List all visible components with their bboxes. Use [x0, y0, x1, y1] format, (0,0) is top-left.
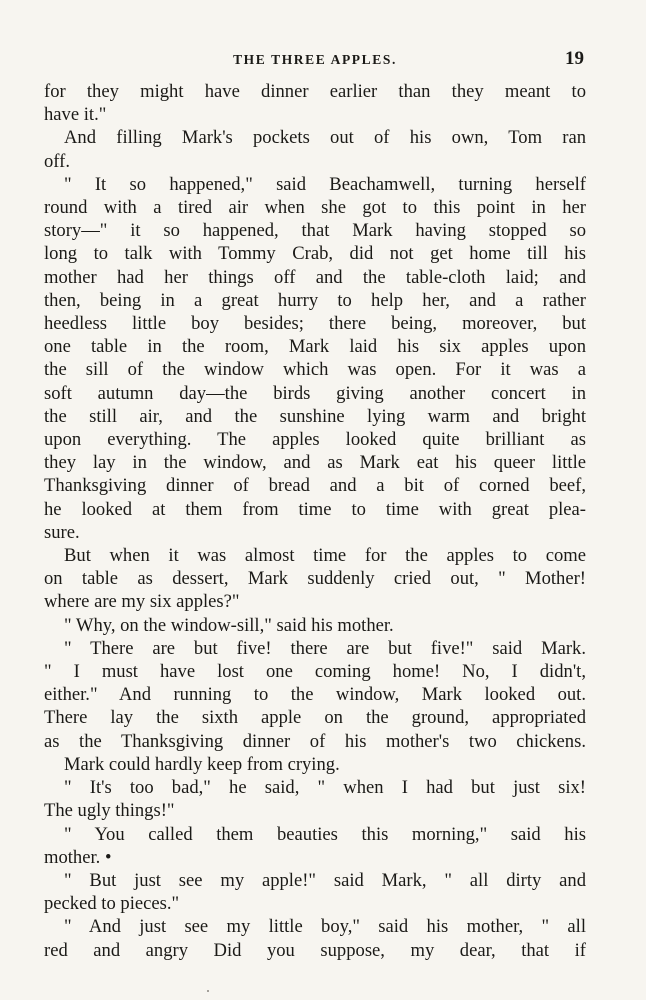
- text-line: Mark could hardly keep from crying.: [64, 753, 340, 775]
- text-line: pecked to pieces.": [44, 893, 180, 915]
- text-line: " But just see my apple!" said Mark, " all dirty and: [64, 869, 586, 891]
- text-line: the sill of the window which was open. For it was a: [44, 359, 586, 381]
- text-line: then, being in a great hurry to help her, and a rather: [44, 289, 586, 311]
- text-line: " You called them beauties this morning," said his: [64, 823, 586, 845]
- text-line: upon everything. The apples looked quite brilliant as: [44, 429, 586, 451]
- body-text: [44, 80, 586, 962]
- text-line: mother. •: [44, 846, 112, 868]
- text-line: heedless little boy besides; there being, moreover, but: [44, 313, 586, 335]
- text-line: mother had her things off and the table-cloth laid; and: [44, 266, 586, 288]
- text-line: have it.": [44, 104, 107, 126]
- text-line: where are my six apples?": [44, 591, 240, 613]
- page-number: 19: [565, 48, 584, 69]
- book-page: [44, 48, 586, 962]
- text-line: off.: [44, 150, 70, 172]
- text-line: he looked at them from time to time with great plea-: [44, 498, 586, 520]
- text-line: on table as dessert, Mark suddenly cried out, " Mother!: [44, 568, 586, 590]
- text-line: " Why, on the window-sill," said his mother.: [64, 614, 394, 636]
- text-line: they lay in the window, and as Mark eat his queer little: [44, 452, 586, 474]
- text-line: " It so happened," said Beachamwell, turning herself: [64, 173, 586, 195]
- text-line: " It's too bad," he said, " when I had but just six!: [64, 777, 586, 799]
- text-line: soft autumn day—the birds giving another concert in: [44, 382, 586, 404]
- text-line: sure.: [44, 521, 80, 543]
- text-line: And filling Mark's pockets out of his own, Tom ran: [64, 127, 586, 149]
- text-line: as the Thanksgiving dinner of his mother's two chickens.: [44, 730, 586, 752]
- running-title: THE THREE APPLES.: [233, 52, 397, 67]
- text-line: long to talk with Tommy Crab, did not get home till his: [44, 243, 586, 265]
- paper-speck: [207, 990, 209, 992]
- text-line: " There are but five! there are but five!" said Mark.: [64, 637, 586, 659]
- text-line: for they might have dinner earlier than they meant to: [44, 81, 586, 102]
- running-head: [44, 48, 586, 80]
- text-line: " And just see my little boy," said his mother, " all: [64, 916, 586, 938]
- text-line: The ugly things!": [44, 800, 175, 822]
- text-line: story—" it so happened, that Mark having stopped so: [44, 220, 586, 242]
- text-line: the still air, and the sunshine lying warm and bright: [44, 405, 586, 427]
- text-line: " I must have lost one coming home! No, I didn't,: [44, 661, 586, 683]
- text-line: red and angry Did you suppose, my dear, that if: [44, 939, 586, 961]
- text-line: round with a tired air when she got to this point in her: [44, 197, 586, 219]
- text-line: one table in the room, Mark laid his six apples upon: [44, 336, 586, 358]
- text-line: Thanksgiving dinner of bread and a bit of corned beef,: [44, 475, 586, 497]
- text-line: either." And running to the window, Mark looked out.: [44, 684, 586, 706]
- text-line: There lay the sixth apple on the ground, appropriated: [44, 707, 586, 729]
- text-line: But when it was almost time for the apples to come: [64, 545, 586, 567]
